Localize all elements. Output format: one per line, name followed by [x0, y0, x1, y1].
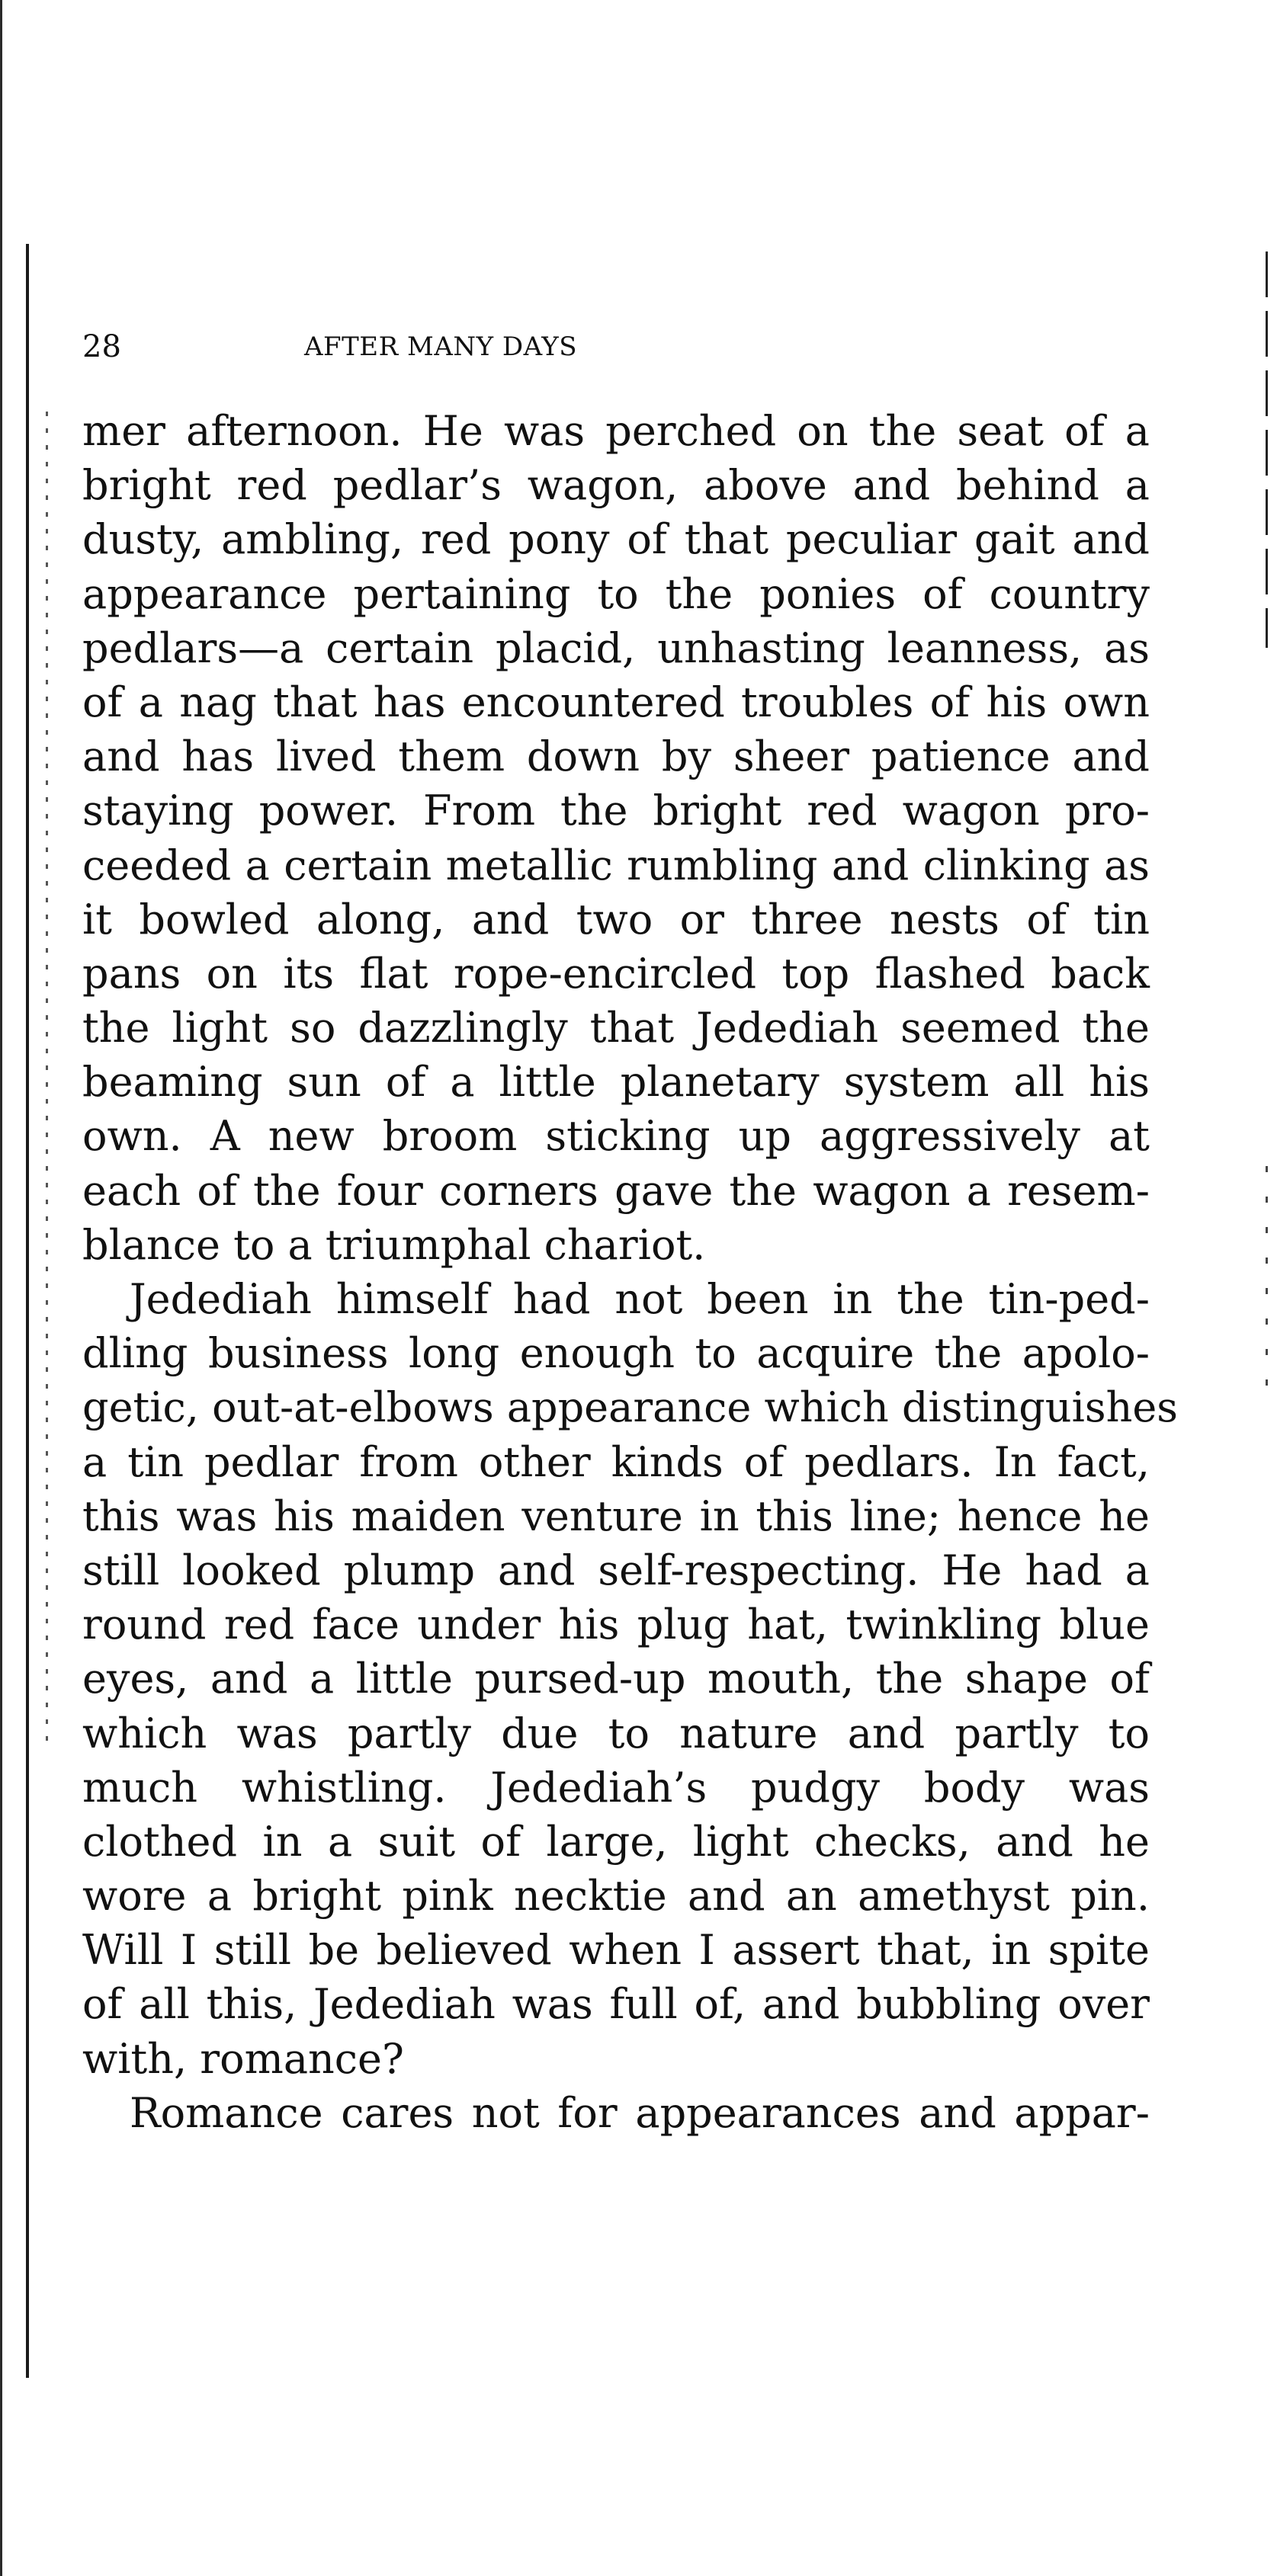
page-header [82, 324, 1180, 370]
scan-gutter-line [26, 244, 29, 2378]
text-line: which was partly due to nature and partly to [82, 1709, 1150, 1757]
scan-right-edge-mark-lower [1266, 1166, 1268, 1410]
scan-binding-edge [0, 0, 2, 2576]
text-line: appearance pertaining to the ponies of country [82, 569, 1150, 618]
text-line: Will I still be believed when I assert that, in spite [82, 1926, 1150, 1975]
text-line: own. A new broom sticking up aggressively at [82, 1112, 1150, 1161]
text-line: pans on its flat rope-encircled top flashed back [82, 949, 1150, 998]
text-line: wore a bright pink necktie and an amethyst pin. [82, 1872, 1150, 1921]
text-line: mer afternoon. He was perched on the seat of a [82, 407, 1150, 455]
text-line: still looked plump and self-respecting. He had a [82, 1546, 1150, 1594]
scan-right-edge-mark [1266, 252, 1268, 648]
paragraph-start-line: Romance cares not for appearances and appar- [130, 2088, 1150, 2137]
text-line: much whistling. Jedediah’s pudgy body was [82, 1763, 1150, 1812]
paragraph-end-line: blance to a triumphal chariot. [82, 1220, 706, 1269]
text-line: beaming sun of a little planetary system all his [82, 1058, 1150, 1107]
text-line: pedlars—a certain placid, unhasting leanness, as [82, 623, 1150, 672]
text-line: of a nag that has encountered troubles of his own [82, 678, 1150, 726]
text-line: it bowled along, and two or three nests of tin [82, 895, 1150, 944]
scan-gutter-speckle [46, 412, 48, 1753]
paragraph-start-line: Jedediah himself had not been in the tin-ped- [130, 1275, 1150, 1323]
text-line: round red face under his plug hat, twinkling blue [82, 1600, 1150, 1649]
body-text [82, 404, 1179, 2140]
text-line: dusty, ambling, red pony of that peculiar gait and [82, 515, 1150, 564]
text-line: staying power. From the bright red wagon pro- [82, 787, 1150, 835]
text-line: each of the four corners gave the wagon a resem- [82, 1166, 1150, 1215]
text-line: and has lived them down by sheer patience and [82, 732, 1150, 781]
paragraph-end-line: with, romance? [82, 2034, 404, 2083]
text-line: eyes, and a little pursed-up mouth, the shape of [82, 1655, 1150, 1703]
text-line: clothed in a suit of large, light checks, and he [82, 1817, 1150, 1866]
page-number: 28 [82, 329, 121, 364]
running-head: AFTER MANY DAYS [303, 332, 578, 362]
text-line: of all this, Jedediah was full of, and bubbling over [82, 1980, 1150, 2029]
text-line: this was his maiden venture in this line; hence he [82, 1491, 1150, 1540]
text-line: bright red pedlar’s wagon, above and behind a [82, 461, 1150, 510]
text-line: ceeded a certain metallic rumbling and clinking as [82, 841, 1150, 889]
text-line: a tin pedlar from other kinds of pedlars. In fact, [82, 1437, 1150, 1486]
text-line: getic, out-at-elbows appearance which distinguishes [82, 1383, 1179, 1432]
text-line: dling business long enough to acquire the apolo- [82, 1329, 1150, 1378]
text-line: the light so dazzlingly that Jedediah seemed the [82, 1004, 1150, 1053]
